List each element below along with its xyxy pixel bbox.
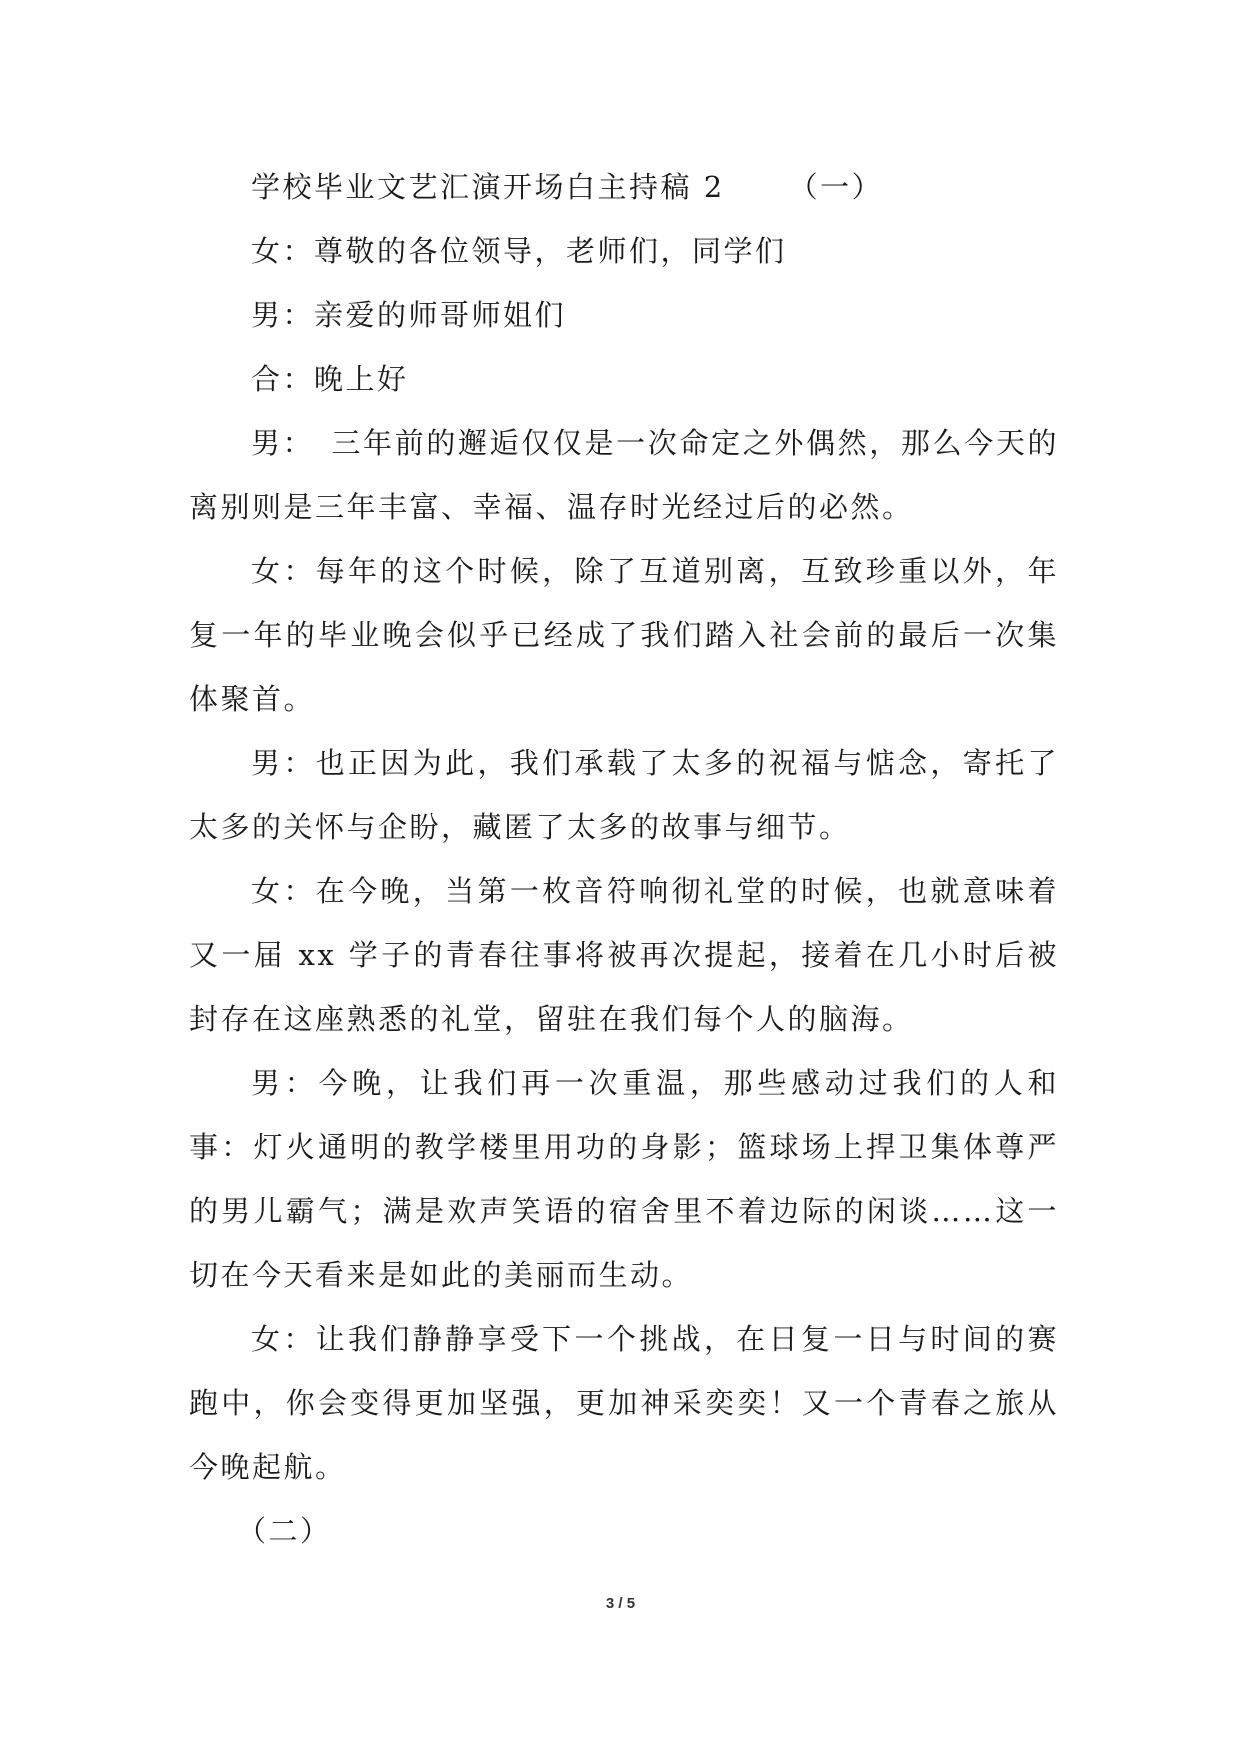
dialogue-paragraph: 女：让我们静静享受下一个挑战，在日复一日与时间的赛跑中，你会变得更加坚强，更加神采奕奕！又一个青春之旅从今晚起航。 bbox=[189, 1322, 1059, 1484]
dialogue-paragraph: 男：今晚，让我们再一次重温，那些感动过我们的人和事：灯火通明的教学楼里用功的身影；篮球场上捍卫集体尊严的男儿霸气；满是欢声笑语的宿舍里不着边际的闲谈……这一切在今天看来是如此的美丽而生动。 bbox=[189, 1066, 1059, 1292]
page-number: 3 / 5 bbox=[605, 1595, 636, 1612]
document-title: 学校毕业文艺汇演开场白主持稿 2 bbox=[251, 170, 725, 204]
dialogue-paragraph: 男： 三年前的邂逅仅仅是一次命定之外偶然，那么今天的离别则是三年丰富、幸福、温存时光经过后的必然。 bbox=[189, 426, 1059, 524]
section-heading-two: （二） bbox=[237, 1514, 332, 1548]
dialogue-line: 合：晚上好 bbox=[251, 362, 409, 396]
section-heading-one: （一） bbox=[788, 170, 884, 204]
dialogue-line: 女：尊敬的各位领导，老师们，同学们 bbox=[251, 234, 787, 268]
document-body bbox=[189, 155, 1059, 1563]
dialogue-line: 男：亲爱的师哥师姐们 bbox=[251, 298, 567, 332]
dialogue-paragraph: 女：在今晚，当第一枚音符响彻礼堂的时候，也就意味着又一届 xx 学子的青春往事将被再次提起，接着在几小时后被封存在这座熟悉的礼堂，留驻在我们每个人的脑海。 bbox=[189, 874, 1059, 1036]
dialogue-paragraph: 男：也正因为此，我们承载了太多的祝福与惦念，寄托了太多的关怀与企盼，藏匿了太多的故事与细节。 bbox=[189, 746, 1059, 844]
dialogue-paragraph: 女：每年的这个时候，除了互道别离，互致珍重以外，年复一年的毕业晚会似乎已经成了我们踏入社会前的最后一次集体聚首。 bbox=[189, 554, 1059, 716]
title-line bbox=[189, 155, 1059, 219]
